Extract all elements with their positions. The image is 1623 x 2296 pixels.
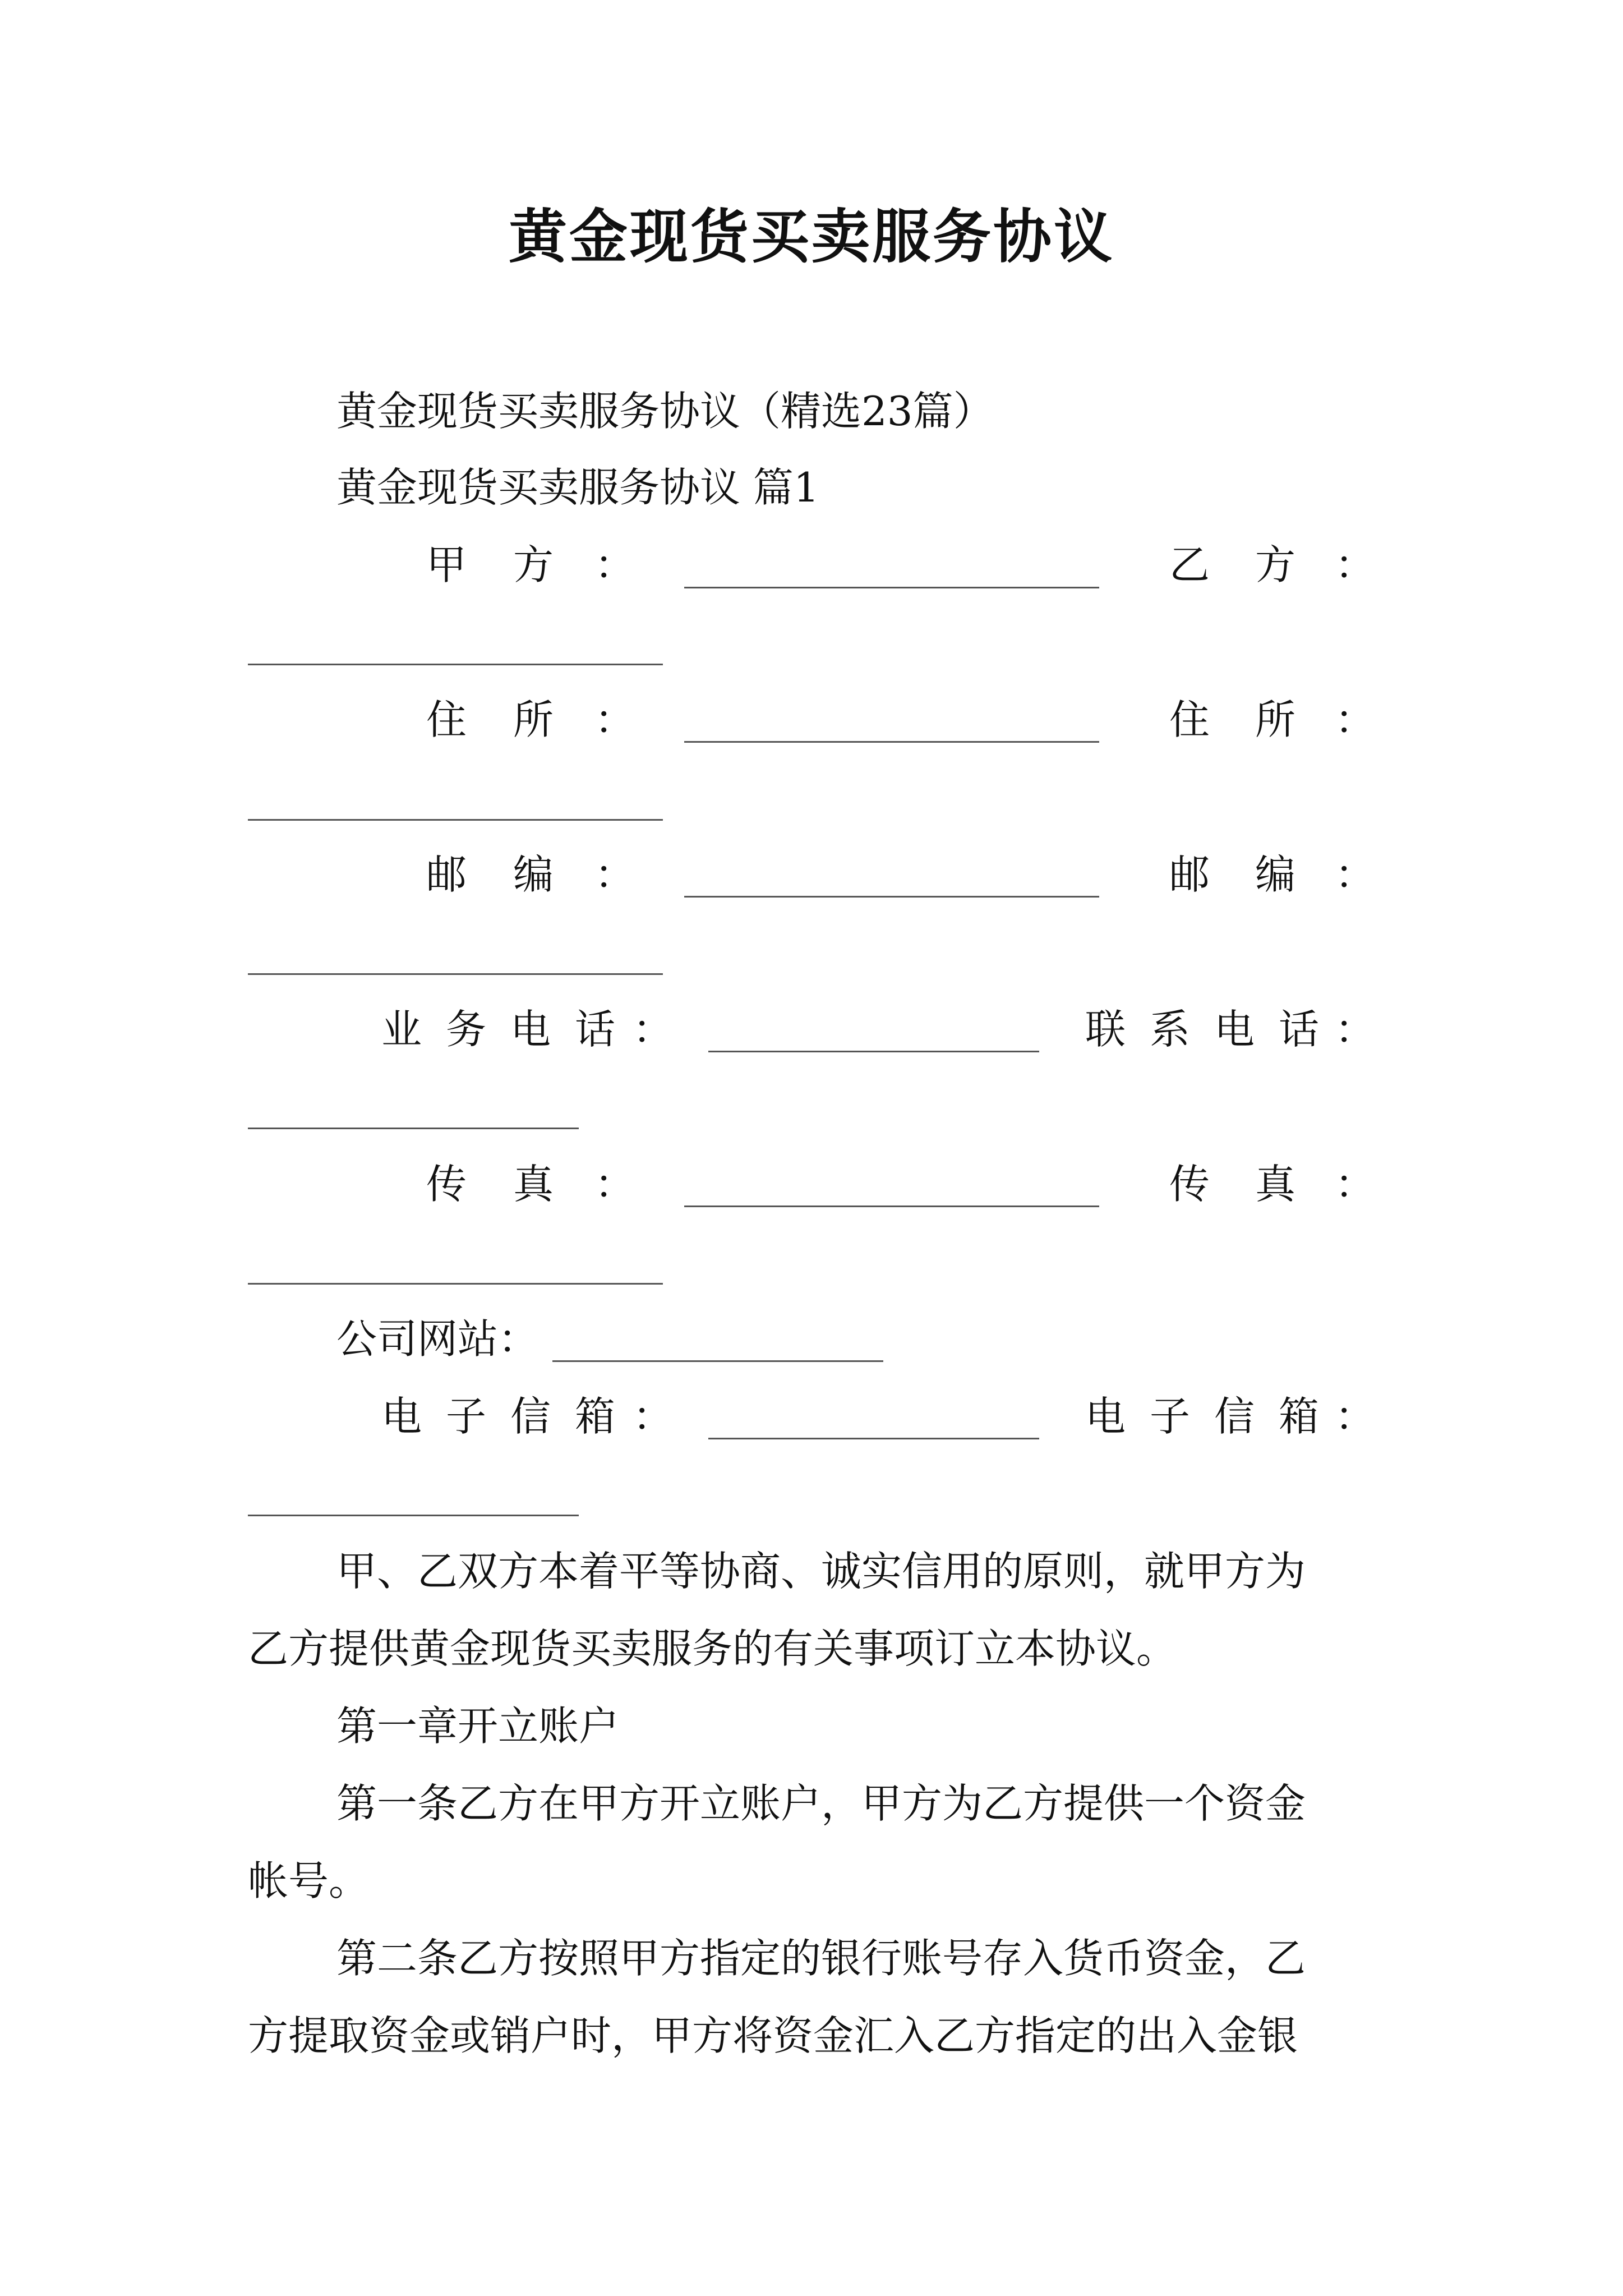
email-b-label-char3: 信	[1214, 1393, 1255, 1440]
chapter-one-heading: 第一章开立账户	[336, 1703, 620, 1750]
party-b-colon: ：	[1335, 541, 1376, 588]
section-heading: 黄金现货买卖服务协议 篇1	[336, 464, 819, 511]
business-phone-label-char4: 话	[575, 1006, 616, 1053]
business-phone-blank[interactable]	[708, 1051, 1039, 1052]
party-a-label-char1: 甲	[426, 541, 467, 588]
party-a-blank[interactable]	[684, 587, 1099, 588]
email-b-label-char4: 箱	[1279, 1393, 1320, 1440]
website-label: 公司网站：	[336, 1315, 539, 1363]
article-two-line1: 第二条乙方按照甲方指定的银行账号存入货币资金，乙	[336, 1935, 1306, 1982]
postcode-b-label-char2: 编	[1255, 851, 1296, 898]
email-b-label-char1: 电	[1085, 1393, 1126, 1440]
intro-paragraph-line2: 乙方提供黄金现货买卖服务的有关事项订立本协议。	[248, 1625, 1177, 1672]
article-one-line1: 第一条乙方在甲方开立账户，甲方为乙方提供一个资金	[336, 1780, 1306, 1827]
postcode-a-blank[interactable]	[684, 896, 1099, 898]
contact-phone-label-char2: 系	[1150, 1006, 1191, 1053]
address-a-colon: ：	[594, 696, 635, 743]
fax-b-label-char2: 真	[1255, 1161, 1296, 1208]
postcode-a-label-char2: 编	[513, 851, 554, 898]
article-one-line2: 帐号。	[248, 1857, 370, 1904]
fax-a-label-char2: 真	[513, 1161, 554, 1208]
contact-phone-label-char4: 话	[1279, 1006, 1320, 1053]
article-two-line2: 方提取资金或销户时，甲方将资金汇入乙方指定的出入金银	[248, 2012, 1298, 2059]
address-a-label-char2: 所	[513, 696, 554, 743]
address-b-label-char1: 住	[1169, 696, 1210, 743]
party-a-label-char2: 方	[513, 541, 554, 588]
website-blank[interactable]	[552, 1360, 883, 1362]
address-b-label-char2: 所	[1255, 696, 1296, 743]
business-phone-label-char2: 务	[446, 1006, 487, 1053]
postcode-b-blank[interactable]	[248, 973, 663, 975]
address-b-colon: ：	[1335, 696, 1376, 743]
business-phone-label-char3: 电	[510, 1006, 551, 1053]
address-b-blank[interactable]	[248, 819, 663, 821]
document-subtitle: 黄金现货买卖服务协议（精选23篇）	[336, 388, 994, 435]
address-a-label-char1: 住	[426, 696, 467, 743]
email-a-label-char2: 子	[446, 1393, 487, 1440]
email-b-blank[interactable]	[248, 1515, 579, 1516]
postcode-b-label-char1: 邮	[1169, 851, 1210, 898]
email-a-label-char4: 箱	[575, 1393, 616, 1440]
business-phone-label-char1: 业	[381, 1006, 422, 1053]
contact-phone-colon: ：	[1335, 1006, 1376, 1053]
fax-b-label-char1: 传	[1169, 1161, 1210, 1208]
contact-phone-label-char1: 联	[1085, 1006, 1126, 1053]
fax-a-blank[interactable]	[684, 1205, 1099, 1207]
intro-paragraph-line1: 甲、乙双方本着平等协商、诚实信用的原则，就甲方为	[336, 1548, 1306, 1595]
address-a-blank[interactable]	[684, 741, 1099, 743]
postcode-a-colon: ：	[594, 851, 635, 898]
business-phone-colon: ：	[633, 1006, 674, 1053]
fax-b-colon: ：	[1335, 1161, 1376, 1208]
email-a-blank[interactable]	[708, 1438, 1039, 1439]
party-b-label-char2: 方	[1255, 541, 1296, 588]
fax-b-blank[interactable]	[248, 1283, 663, 1285]
party-b-blank[interactable]	[248, 664, 663, 665]
contact-phone-label-char3: 电	[1214, 1006, 1255, 1053]
email-a-label-char1: 电	[381, 1393, 422, 1440]
fax-a-colon: ：	[594, 1161, 635, 1208]
postcode-a-label-char1: 邮	[426, 851, 467, 898]
party-b-label-char1: 乙	[1169, 541, 1210, 588]
email-a-colon: ：	[633, 1393, 674, 1440]
email-a-label-char3: 信	[510, 1393, 551, 1440]
contact-phone-blank[interactable]	[248, 1128, 579, 1129]
email-b-label-char2: 子	[1150, 1393, 1191, 1440]
document-title: 黄金现货买卖服务协议	[508, 202, 1114, 271]
email-b-colon: ：	[1335, 1393, 1376, 1440]
postcode-b-colon: ：	[1335, 851, 1376, 898]
party-a-colon: ：	[594, 541, 635, 588]
fax-a-label-char1: 传	[426, 1161, 467, 1208]
